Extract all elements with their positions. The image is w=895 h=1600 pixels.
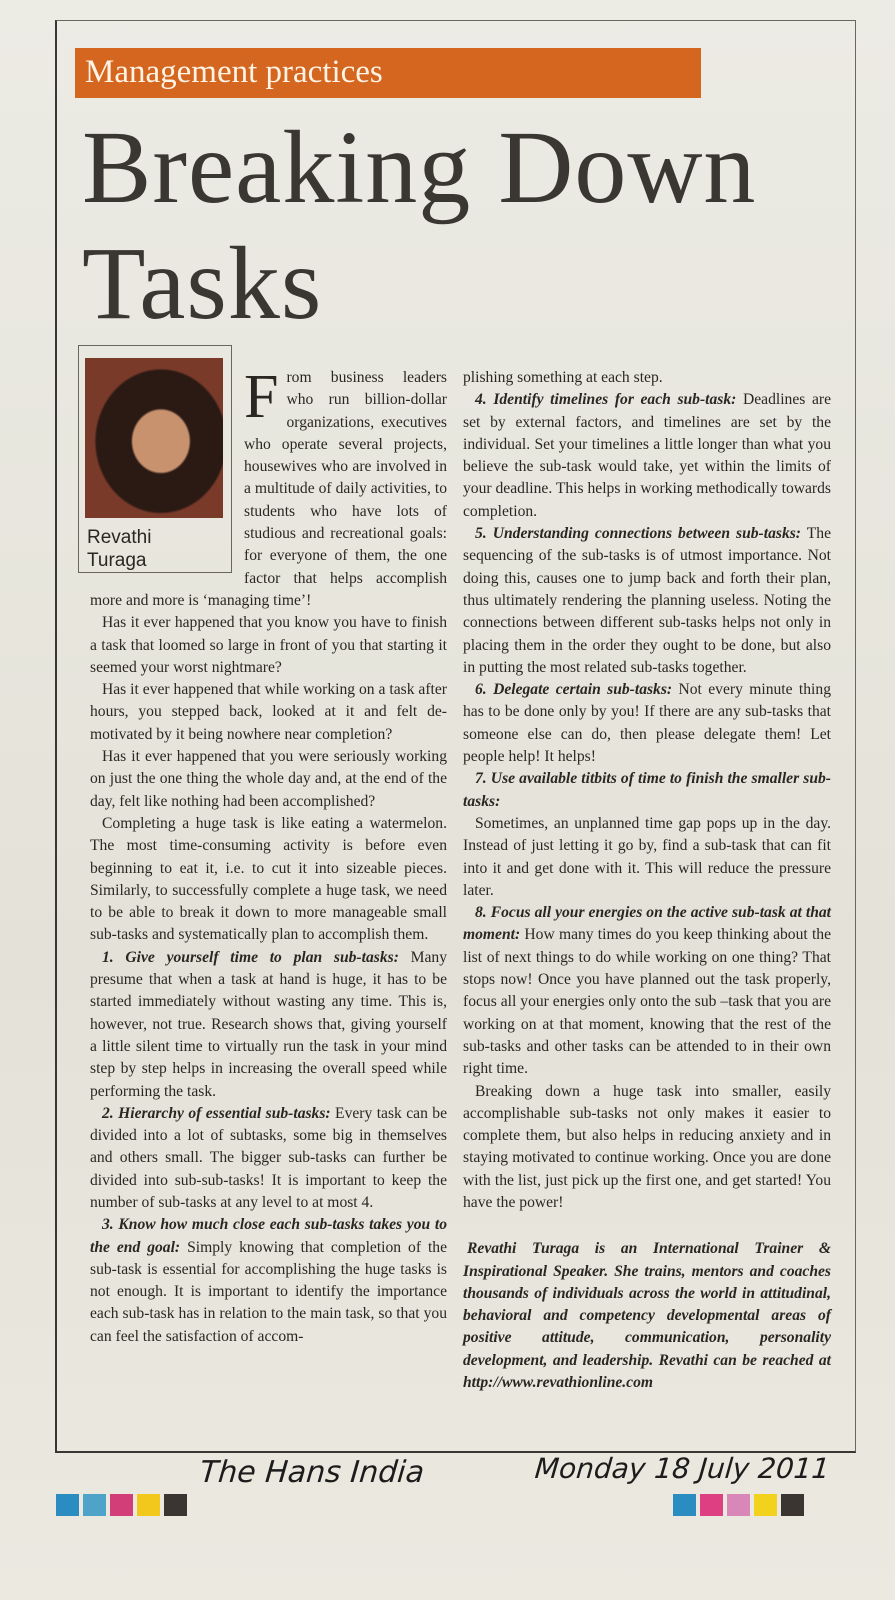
- paragraph-text: How many times do you keep thinking about the list of next things to do while working on one thing? That stops now! Once you have planned out the task properly, focus all your energies only onto the sub –task that you are working on at that moment, knowing that the rest of the sub-tasks and other tasks can be attended to in their own right time.: [463, 926, 831, 1078]
- color-swatch: [164, 1494, 187, 1516]
- color-swatch: [110, 1494, 133, 1516]
- drop-cap: F: [244, 363, 279, 431]
- paragraph-text: Breaking down a huge task into smaller, easily accomplishable sub-tasks not only makes it easier to complete them, but also helps in reducing anxiety and in staying motivated to continue working. Once you are done with the list, just pick up the first one, and get started! You have the power!: [463, 1082, 831, 1211]
- paragraph-text: The sequencing of the sub-tasks is of utmost importance. Not doing this, causes one to jump back and forth their plan, thus ultimately rendering the planning useless. Noting the connections between different sub-tasks helps not only in placing them in the order they ought to be done, but also in putting the most related sub-tasks together.: [463, 525, 831, 676]
- paragraph-heading: 8. Focus all your energies on the active sub-task at that moment:: [463, 904, 831, 944]
- color-swatch: [673, 1494, 696, 1516]
- article-title: [82, 110, 756, 342]
- article-paragraph: [463, 768, 831, 813]
- paragraph-text: Simply knowing that completion of the sub-task is essential for accomplishing the huge tasks is not enough. It is important to identify the importance each sub-task has in relation to the main task, so that you can feel the satisfaction of accom-: [90, 1238, 448, 1345]
- paragraph-text: Not every minute thing has to be done only by you! If there are any sub-tasks that someone else can do, then please delegate them! Let people help! It helps!: [463, 681, 831, 766]
- paragraph-text: Every task can be divided into a lot of subtasks, some big in themselves and others small. The bigger sub-tasks can further be divided into sub-sub-tasks! It is important to keep the number of sub-tasks at any level to at most 4.: [90, 1104, 447, 1211]
- article-paragraph: [90, 813, 447, 947]
- handwritten-date: Monday 18 July 2011: [533, 1452, 831, 1485]
- article-paragraph: [90, 746, 447, 813]
- paragraph-heading: 4. Identify timelines for each sub-task:: [475, 391, 737, 409]
- paragraph-text: Deadlines are set by external factors, and timelines are set by the individual. Set your timelines a little longer than what you believe the sub-task would take, yet within the limits of your deadline. This helps in working methodically towards completion.: [463, 391, 832, 520]
- article-paragraph: [463, 813, 831, 902]
- color-swatch: [137, 1494, 160, 1516]
- color-swatch: [83, 1494, 106, 1516]
- color-swatch: [781, 1494, 804, 1516]
- article-paragraph: [90, 679, 447, 746]
- paragraph-heading: 3. Know how much close each sub-tasks takes you to the end goal:: [90, 1216, 447, 1256]
- color-swatch: [700, 1494, 723, 1516]
- author-photo-box: [78, 345, 232, 573]
- author-name: Revathi Turaga: [87, 527, 152, 571]
- title-line-2: Tasks: [82, 226, 323, 341]
- title-line-1: Breaking Down: [82, 110, 757, 225]
- color-swatch: [56, 1494, 79, 1516]
- paragraph-text: Has it ever happened that you know you have to finish a task that loomed so large in front of you that starting it seemed your worst nightmare?: [90, 614, 447, 676]
- right-column: [463, 367, 831, 1394]
- paragraph-text: rom business leaders who run billion-dollar organizations, executives who operate several projects, housewives who are involved in a multitude of daily activities, to students who have lots of studious and recreational goals: for everyone of them, the one factor that helps accomplish more and more is ‘managing time’!: [90, 369, 447, 609]
- paragraph-text: Sometimes, an unplanned time gap pops up in the day. Instead of just letting it go by, find a sub-task that can fit into it and get done with it. This will reduce the pressure later.: [463, 814, 831, 899]
- author-photo: [85, 358, 223, 518]
- article-paragraph: [463, 389, 831, 523]
- article-paragraph: [463, 523, 831, 679]
- article-paragraph: [463, 902, 831, 1080]
- author-bio: Revathi Turaga is an International Trainer & Inspirational Speaker. She trains, mentors and coaches thousands of individuals across the world in attitudinal, behavioral and competency developmental areas of positive attitude, communication, personality development, and leadership. Revathi can be reached at http://www.revathionline.com: [463, 1240, 831, 1392]
- paragraph-heading: 2. Hierarchy of essential sub-tasks:: [102, 1104, 331, 1122]
- paragraph-heading: 7. Use available titbits of time to finish the smaller sub-tasks:: [463, 770, 831, 810]
- article-paragraph: [463, 679, 831, 768]
- article-paragraph: [90, 947, 447, 1103]
- color-swatch: [727, 1494, 750, 1516]
- paragraph-text: Has it ever happened that you were seriously working on just the one thing the whole day and, at the end of the day, felt like nothing had been accomplished?: [90, 748, 447, 810]
- paragraph-text: Many presume that when a task at hand is huge, it has to be started immediately without wasting any time. This is, however, not true. Research shows that, giving yourself a little silent time to virtually run the task in your mind step by step helps in increasing the overall speed while performing the task.: [90, 948, 447, 1100]
- paragraph-heading: 5. Understanding connections between sub-tasks:: [475, 525, 802, 543]
- article-paragraph: [90, 1103, 447, 1214]
- paragraph-heading: 6. Delegate certain sub-tasks:: [475, 681, 673, 699]
- paragraph-text: Has it ever happened that while working on a task after hours, you stepped back, looked at it and felt de-motivated by it being nowhere near completion?: [90, 681, 447, 743]
- article-paragraph: [90, 1214, 447, 1348]
- paragraph-text: plishing something at each step.: [463, 369, 663, 386]
- article-paragraph: [90, 612, 447, 679]
- left-column: [87, 363, 448, 1348]
- color-swatch: [754, 1494, 777, 1516]
- article-paragraph: [463, 367, 831, 389]
- section-banner: [75, 48, 701, 98]
- paragraph-text: Completing a huge task is like eating a watermelon. The most time-consuming activity is before even beginning to eat it, i.e. to cut it into sizeable pieces. Similarly, to successfully complete a huge task, we need to be able to break it down to more manageable small sub-tasks and systematically plan to accomplish them.: [90, 814, 447, 944]
- handwritten-newspaper-name: The Hans India: [198, 1455, 426, 1490]
- article-paragraph: [463, 1081, 831, 1215]
- section-label: Management practices: [85, 54, 383, 90]
- paragraph-heading: 1. Give yourself time to plan sub-tasks:: [102, 948, 399, 966]
